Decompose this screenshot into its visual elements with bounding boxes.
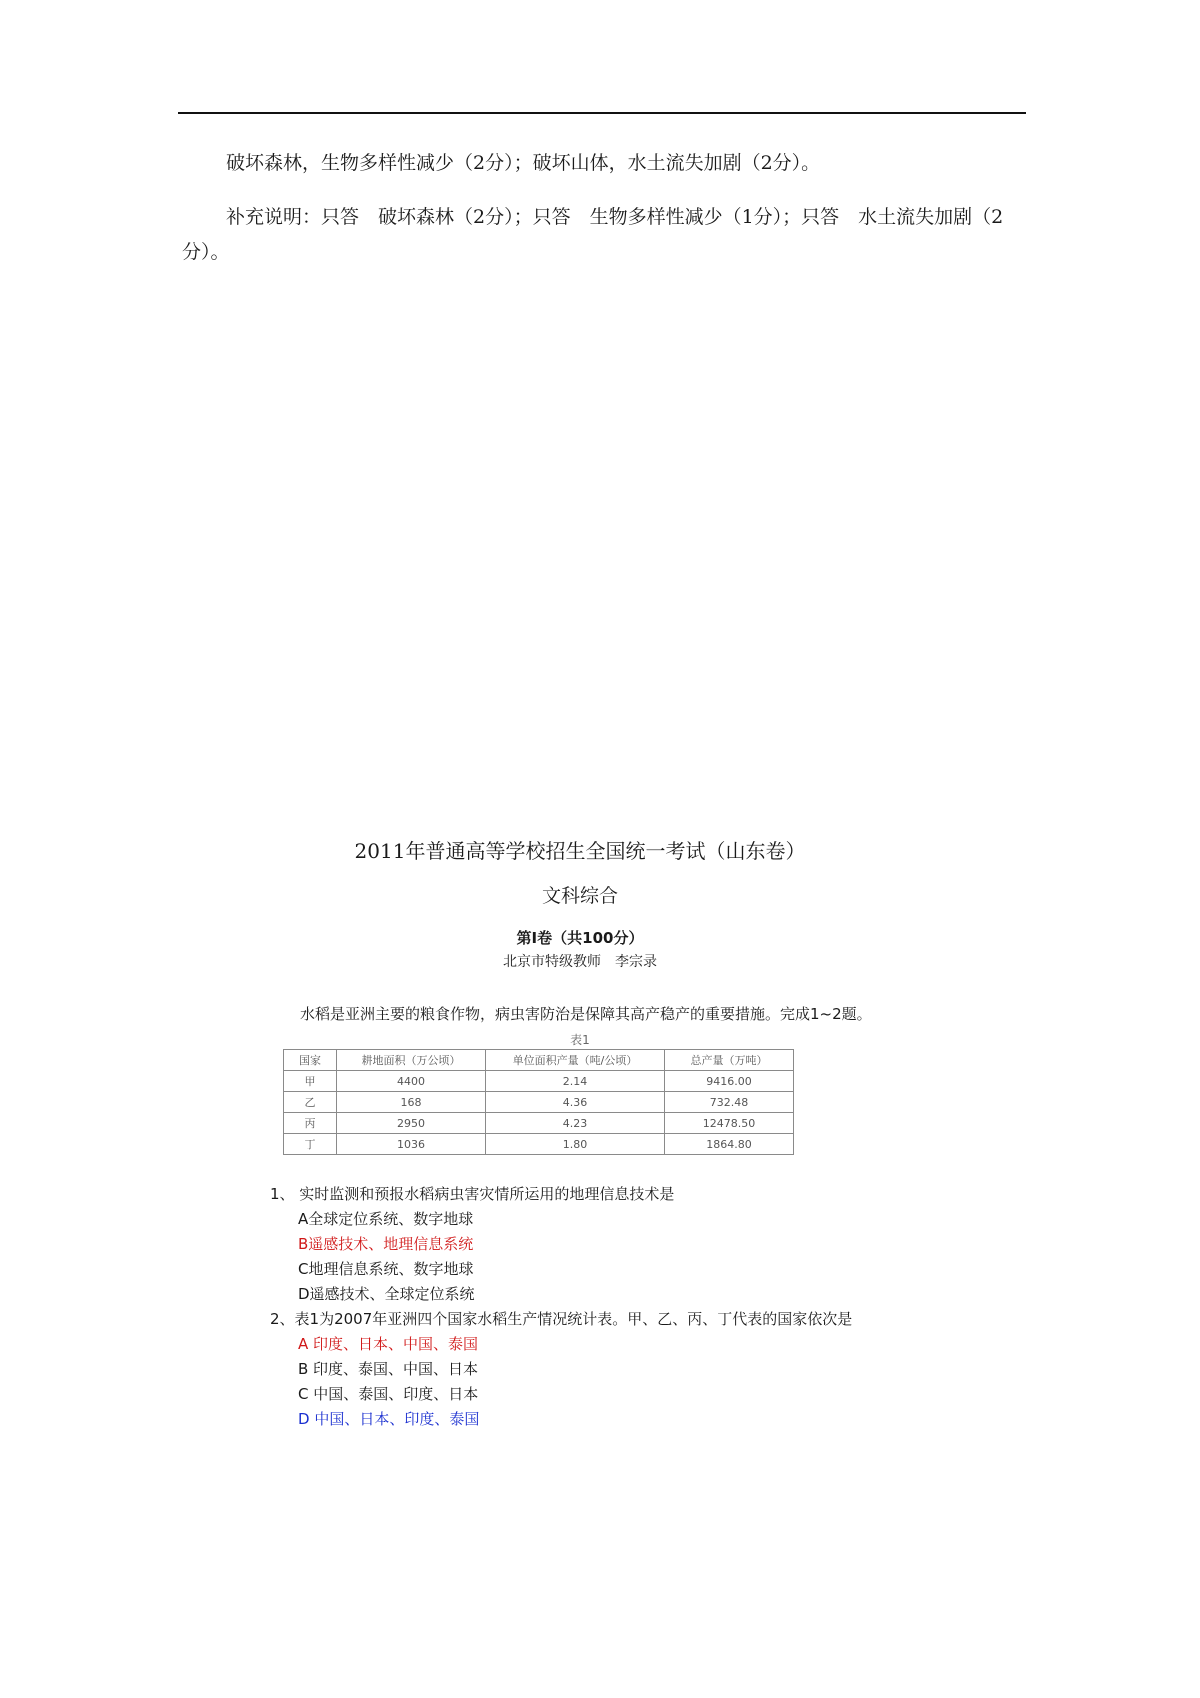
table-cell: 1.80 (486, 1134, 665, 1155)
exam-volume: 第Ⅰ卷（共100分） (516, 929, 644, 947)
table-cell: 甲 (284, 1071, 337, 1092)
q2-option-c: C 中国、泰国、印度、日本 (298, 1385, 479, 1403)
q1-option-c: C地理信息系统、数字地球 (298, 1260, 474, 1278)
table-row (284, 1134, 794, 1155)
table-cell: 9416.00 (665, 1071, 794, 1092)
table-cell: 168 (337, 1092, 486, 1113)
q1-option-b: B遥感技术、地理信息系统 (298, 1235, 474, 1253)
table-cell: 2950 (337, 1113, 486, 1134)
q2-option-d: D 中国、日本、印度、泰国 (298, 1410, 480, 1428)
answer-line-1: 破坏森林，生物多样性减少（2分）；破坏山体，水土流失加剧（2分）。 (226, 152, 821, 174)
q1-option-d: D遥感技术、全球定位系统 (298, 1285, 475, 1303)
table-header: 单位面积产量（吨/公顷） (486, 1050, 665, 1071)
answer-line-2: 补充说明：只答 破坏森林（2分）；只答 生物多样性减少（1分）；只答 水土流失加剧（2分）。 (182, 206, 1004, 263)
table-cell: 乙 (284, 1092, 337, 1113)
exam-title: 2011年普通高等学校招生全国统一考试（山东卷） (354, 839, 806, 863)
table-cell: 2.14 (486, 1071, 665, 1092)
rice-table (283, 1049, 794, 1155)
table-header: 国家 (284, 1050, 337, 1071)
q1-option-a: A全球定位系统、数字地球 (298, 1210, 474, 1228)
question-2-stem: 2、表1为2007年亚洲四个国家水稻生产情况统计表。甲、乙、丙、丁代表的国家依次是 (270, 1310, 853, 1328)
table-cell: 1036 (337, 1134, 486, 1155)
table-cell: 4.23 (486, 1113, 665, 1134)
table-row (284, 1071, 794, 1092)
question-1-stem: 1、 实时监测和预报水稻病虫害灾情所运用的地理信息技术是 (270, 1185, 675, 1203)
table-header-row (284, 1050, 794, 1071)
table-row (284, 1092, 794, 1113)
q2-option-a: A 印度、日本、中国、泰国 (298, 1335, 479, 1353)
table-cell: 丁 (284, 1134, 337, 1155)
table-cell: 4.36 (486, 1092, 665, 1113)
table-cell: 12478.50 (665, 1113, 794, 1134)
table-header: 耕地面积（万公顷） (337, 1050, 486, 1071)
table-cell: 1864.80 (665, 1134, 794, 1155)
exam-intro: 水稻是亚洲主要的粮食作物，病虫害防治是保障其高产稳产的重要措施。完成1~2题。 (300, 1005, 872, 1023)
table-cell: 732.48 (665, 1092, 794, 1113)
table-row (284, 1113, 794, 1134)
table-caption: 表1 (570, 1033, 590, 1047)
exam-author: 北京市特级教师 李宗录 (503, 954, 657, 970)
table-cell: 丙 (284, 1113, 337, 1134)
exam-subject: 文科综合 (541, 885, 618, 907)
header-rule (178, 112, 1026, 114)
table-header: 总产量（万吨） (665, 1050, 794, 1071)
table-cell: 4400 (337, 1071, 486, 1092)
q2-option-b: B 印度、泰国、中国、日本 (298, 1360, 479, 1378)
